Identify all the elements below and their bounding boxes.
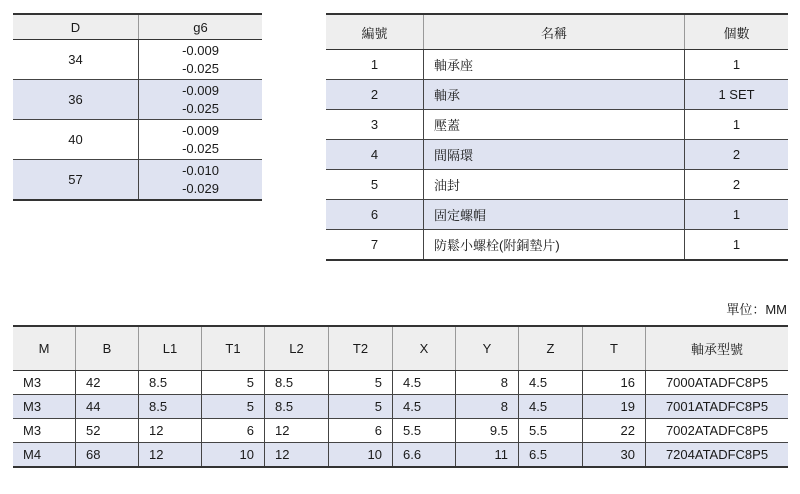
cell-y: 8	[456, 395, 519, 419]
tolerance-cell	[139, 80, 263, 120]
header-b: B	[76, 326, 139, 371]
table-row	[326, 140, 788, 170]
cell-l2: 12	[265, 443, 329, 468]
cell-bearing-model: 7000ATADFC8P5	[646, 371, 789, 395]
dimensions-header-row	[13, 326, 788, 371]
header-x: X	[393, 326, 456, 371]
header-g6: g6	[139, 14, 263, 40]
part-qty: 1 SET	[685, 80, 789, 110]
table-row	[13, 40, 262, 80]
header-t2: T2	[329, 326, 393, 371]
header-l1: L1	[139, 326, 202, 371]
header-t: T	[583, 326, 646, 371]
header-quantity: 個數	[685, 14, 789, 50]
cell-t2: 10	[329, 443, 393, 468]
cell-z: 4.5	[519, 395, 583, 419]
cell-l1: 8.5	[139, 395, 202, 419]
table-row	[326, 200, 788, 230]
cell-t: 19	[583, 395, 646, 419]
cell-bearing-model: 7002ATADFC8P5	[646, 419, 789, 443]
table-row	[326, 110, 788, 140]
part-number: 7	[326, 230, 424, 261]
tolerance-lower: -0.025	[182, 100, 219, 116]
cell-b: 42	[76, 371, 139, 395]
part-qty: 1	[685, 110, 789, 140]
header-z: Z	[519, 326, 583, 371]
cell-t2: 5	[329, 371, 393, 395]
header-d: D	[13, 14, 139, 40]
cell-t1: 5	[202, 395, 265, 419]
cell-l2: 12	[265, 419, 329, 443]
table-row	[326, 230, 788, 261]
part-qty: 1	[685, 50, 789, 80]
header-name: 名稱	[424, 14, 685, 50]
cell-z: 5.5	[519, 419, 583, 443]
cell-t2: 6	[329, 419, 393, 443]
part-qty: 1	[685, 200, 789, 230]
part-number: 1	[326, 50, 424, 80]
cell-b: 68	[76, 443, 139, 468]
header-l2: L2	[265, 326, 329, 371]
diameter-cell: 57	[13, 160, 139, 201]
table-row	[13, 371, 788, 395]
header-bearing-model: 軸承型號	[646, 326, 789, 371]
cell-x: 4.5	[393, 395, 456, 419]
part-name: 壓蓋	[424, 110, 685, 140]
cell-b: 52	[76, 419, 139, 443]
tolerance-table	[13, 13, 262, 201]
cell-z: 6.5	[519, 443, 583, 468]
diameter-cell: 36	[13, 80, 139, 120]
part-qty: 2	[685, 140, 789, 170]
cell-y: 11	[456, 443, 519, 468]
tolerance-upper: -0.009	[182, 42, 219, 58]
tolerance-cell	[139, 120, 263, 160]
cell-l2: 8.5	[265, 395, 329, 419]
part-name: 軸承	[424, 80, 685, 110]
cell-z: 4.5	[519, 371, 583, 395]
cell-l1: 8.5	[139, 371, 202, 395]
cell-t: 16	[583, 371, 646, 395]
table-row	[13, 419, 788, 443]
part-number: 6	[326, 200, 424, 230]
cell-t: 22	[583, 419, 646, 443]
unit-label: 單位：MM	[726, 302, 787, 317]
cell-m: M3	[13, 419, 76, 443]
dimensions-table	[13, 325, 788, 468]
header-y: Y	[456, 326, 519, 371]
table-row	[13, 443, 788, 468]
part-number: 5	[326, 170, 424, 200]
cell-t2: 5	[329, 395, 393, 419]
cell-m: M3	[13, 371, 76, 395]
parts-header-row	[326, 14, 788, 50]
header-m: M	[13, 326, 76, 371]
cell-l1: 12	[139, 419, 202, 443]
part-number: 4	[326, 140, 424, 170]
cell-t1: 10	[202, 443, 265, 468]
header-number: 編號	[326, 14, 424, 50]
tolerance-cell	[139, 40, 263, 80]
cell-x: 6.6	[393, 443, 456, 468]
tolerance-lower: -0.029	[182, 180, 219, 196]
part-qty: 2	[685, 170, 789, 200]
part-qty: 1	[732, 237, 741, 252]
cell-t1: 5	[202, 371, 265, 395]
diameter-cell: 34	[13, 40, 139, 80]
cell-m: M3	[13, 395, 76, 419]
table-row	[13, 80, 262, 120]
cell-b: 44	[76, 395, 139, 419]
cell-m: M4	[13, 443, 76, 468]
cell-x: 5.5	[393, 419, 456, 443]
part-number: 3	[326, 110, 424, 140]
cell-l2: 8.5	[265, 371, 329, 395]
tolerance-lower: -0.025	[182, 140, 219, 156]
tolerance-upper: -0.010	[182, 162, 219, 178]
part-number: 2	[326, 80, 424, 110]
cell-bearing-model: 7001ATADFC8P5	[646, 395, 789, 419]
tolerance-cell	[139, 160, 263, 201]
table-row	[326, 170, 788, 200]
table-row	[13, 160, 262, 201]
table-row	[326, 50, 788, 80]
table-row	[326, 80, 788, 110]
tolerance-upper: -0.009	[182, 82, 219, 98]
cell-y: 9.5	[456, 419, 519, 443]
header-t1: T1	[202, 326, 265, 371]
diameter-cell: 40	[13, 120, 139, 160]
cell-bearing-model: 7204ATADFC8P5	[646, 443, 789, 468]
cell-l1: 12	[139, 443, 202, 468]
tolerance-upper: -0.009	[182, 122, 219, 138]
part-name: 軸承座	[424, 50, 685, 80]
part-name: 防鬆小螺栓(附銅墊片)	[424, 230, 685, 261]
tolerance-lower: -0.025	[182, 60, 219, 76]
cell-t1: 6	[202, 419, 265, 443]
part-name: 固定螺帽	[424, 200, 685, 230]
parts-table	[326, 13, 788, 261]
table-row	[13, 120, 262, 160]
part-name: 油封	[424, 170, 685, 200]
part-name: 間隔環	[424, 140, 685, 170]
tolerance-header-row	[13, 14, 262, 40]
cell-t: 30	[583, 443, 646, 468]
cell-x: 4.5	[393, 371, 456, 395]
cell-y: 8	[456, 371, 519, 395]
table-row	[13, 395, 788, 419]
